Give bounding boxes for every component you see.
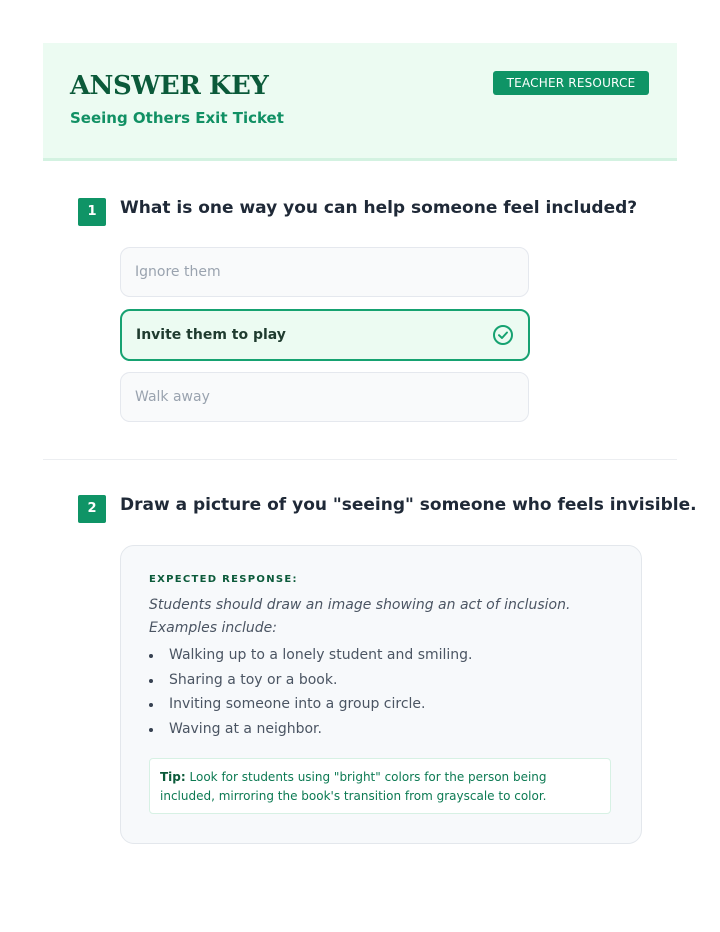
page-subtitle: Seeing Others Exit Ticket — [70, 109, 284, 127]
list-item — [149, 672, 473, 697]
option-invite-them-to-play[interactable] — [120, 309, 530, 361]
option-ignore-them[interactable] — [120, 247, 529, 297]
example-text: Inviting someone into a group circle. — [169, 696, 426, 712]
question-text-1: What is one way you can help someone feel included? — [120, 198, 638, 218]
option-walk-away[interactable] — [120, 372, 529, 422]
list-item — [149, 721, 473, 746]
example-text: Sharing a toy or a book. — [169, 671, 338, 688]
expected-response-intro: Students should draw an image showing an act of inclusion. Examples include: — [149, 597, 571, 636]
tip-text: Look for students using "bright" colors for the person being included, mirroring the book's transition from grayscale to color. — [160, 770, 547, 803]
bullet-icon — [149, 728, 153, 732]
teacher-resource-badge: TEACHER RESOURCE — [493, 71, 649, 95]
list-item — [149, 647, 473, 672]
examples-list — [149, 647, 473, 745]
example-text: Waving at a neighbor. — [169, 720, 322, 737]
question-number-2: 2 — [78, 495, 106, 523]
expected-response-label: EXPECTED RESPONSE: — [149, 574, 298, 585]
question-number-1: 1 — [78, 198, 106, 226]
bullet-icon — [149, 679, 153, 683]
option-label: Ignore them — [135, 264, 221, 280]
option-label: Invite them to play — [136, 327, 286, 343]
page-title: ANSWER KEY — [70, 71, 269, 101]
expected-response-card — [120, 545, 642, 844]
answer-key-page — [43, 43, 697, 803]
tip-box — [149, 758, 611, 814]
question-text-2: Draw a picture of you "seeing" someone who feels invisible. — [120, 495, 697, 515]
option-label: Walk away — [135, 389, 210, 405]
list-item — [149, 696, 473, 721]
tip-label: Tip: — [160, 770, 186, 784]
check-circle-icon — [492, 324, 514, 346]
section-divider — [43, 459, 677, 460]
example-text: Walking up to a lonely student and smiling. — [169, 647, 473, 663]
header — [43, 43, 677, 161]
bullet-icon — [149, 703, 153, 707]
bullet-icon — [149, 654, 153, 658]
